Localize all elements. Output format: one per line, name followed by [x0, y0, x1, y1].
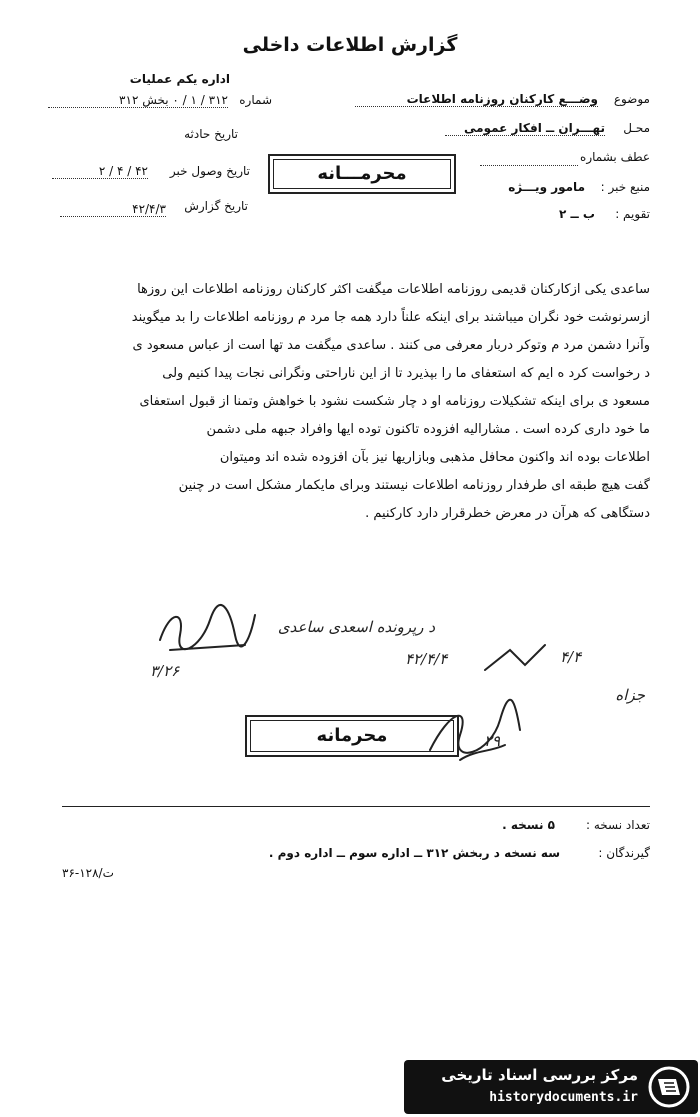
confidential-stamp-top	[268, 154, 456, 194]
watermark-url: historydocuments.ir	[489, 1090, 638, 1105]
body-line-6: ما خود داری کرده است . مشارالیه افزوده تاکنون توده ایها وافراد جبهه ملی دشمن	[206, 422, 650, 437]
footer-separator	[62, 806, 650, 807]
body-line-7: اطلاعات بوده اند واکنون محافل مذهبی وبازاریها نیز بآن افزوده شده اند ومیتوان	[219, 450, 650, 465]
body-line-3: وآنرا دشمن مرد م وتوکر دربار معرفی می کنند . ساعدی میگفت مد تها است از عباس مسعود ی	[132, 338, 650, 353]
body-line-5: مسعود ی برای اینکه تشکیلات روزنامه او د چار شکست نشود با خواهش وتمنا از قبول استعفای	[139, 394, 650, 409]
body-line-1: ساعدی یکی ازکارکنان قدیمی روزنامه اطلاعات میگفت اکثر کارکنان روزنامه اطلاعات این روزها	[137, 282, 650, 297]
copies-value: ۵ نسخه .	[502, 818, 555, 832]
handwritten-initials: ۳/۲۶	[150, 662, 180, 680]
subject-label: موضوع	[613, 92, 650, 106]
department-label: اداره یکم عملیات	[129, 72, 230, 86]
report-body	[60, 276, 650, 528]
reference-label: عطف بشماره	[580, 150, 650, 164]
recipients-value: سه نسخه د ربخش ۳۱۲ ــ اداره سوم ــ اداره دوم .	[268, 846, 560, 860]
stamp-inner-border	[273, 159, 451, 189]
receipt-date-value: ۲ / ۴ / ۴۲	[52, 164, 148, 179]
rating-value: ب ــ ۲	[559, 207, 595, 221]
number-label: شماره	[239, 93, 272, 107]
location-label: محـل	[623, 121, 650, 135]
signature-scribble-icon	[150, 600, 260, 660]
watermark-name: مرکز بررسی اسناد تاریخی	[441, 1066, 638, 1084]
watermark-badge	[404, 1060, 698, 1114]
number-value: ۳۱۲ / ۱ / ۰ بخش ۳۱۲	[48, 93, 228, 108]
report-date-label: تاریخ گزارش	[184, 199, 248, 213]
body-line-9: دستگاهی که هرآن در معرض خطرقرار دارد کارکنیم .	[365, 506, 650, 521]
subject-value: وضـــع کارکنان روزنامه اطلاعات	[355, 92, 598, 107]
body-line-8: گفت هیچ طبقه ای طرفدار روزنامه اطلاعات نیستند وبرای مایکمار مشکل است در چنین	[178, 478, 650, 493]
archive-logo-icon	[646, 1065, 692, 1109]
handwritten-side-note: جزاه	[615, 686, 645, 704]
handwritten-file-note: د رپرونده اسعدی ساعدی	[277, 618, 435, 636]
reference-blank-line	[480, 164, 578, 166]
stamp-bottom-text: محرمانه	[316, 725, 388, 746]
stamp-top-text: محرمـــانه	[317, 163, 407, 184]
form-code: ۳۶-۱۲۸/ت	[62, 866, 114, 880]
rating-label: تقویم :	[615, 207, 650, 221]
scribble-mark-icon	[480, 640, 550, 680]
location-value: تهـــران ــ افکار عمومی	[445, 121, 605, 136]
body-line-4: د رخواست کرد ه ایم که استعفای ما را بپذیرد تا از این ناراحتی ونگرانی نجات پیدا کنیم ولی	[162, 366, 650, 381]
handwritten-date: ۴۲/۴/۴	[405, 650, 448, 668]
receipt-date-label: تاریخ وصول خبر	[169, 164, 250, 178]
source-label: منبع خبر :	[600, 180, 650, 194]
copies-label: تعداد نسخه :	[585, 818, 650, 832]
handwritten-number: ۲۹	[484, 732, 501, 750]
recipients-label: گیرندگان :	[598, 846, 650, 860]
report-date-value: ۴۲/۴/۳	[60, 202, 166, 217]
handwritten-date-right: ۴/۴	[560, 648, 582, 666]
document-title: گزارش اطلاعات داخلی	[242, 34, 458, 56]
signature-over-stamp-icon	[420, 690, 530, 770]
body-line-2: ازسرنوشت خود نگران میباشند برای اینکه علناً دارد همه جا مرد م روزنامه اطلاعات را بد میگویند	[131, 310, 650, 325]
source-value: مامور ویـــژه	[508, 180, 585, 194]
incident-date-label: تاریخ حادثه	[184, 127, 238, 141]
